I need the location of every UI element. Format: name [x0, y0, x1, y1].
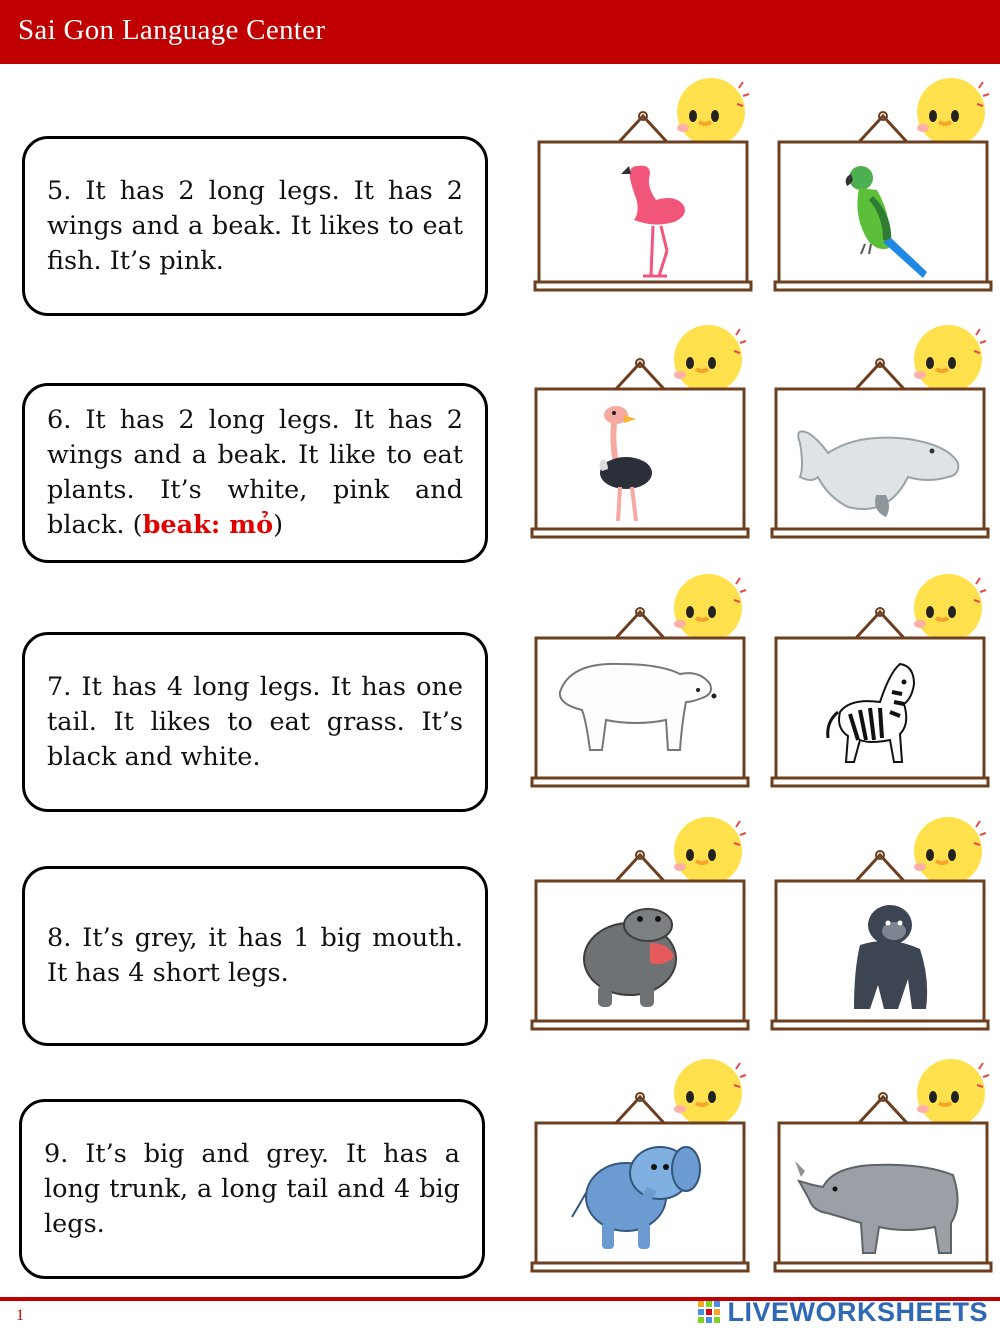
question-card-9 — [19, 1099, 485, 1279]
question-card-8 — [22, 866, 488, 1046]
question-number: 9. — [44, 1138, 69, 1169]
question-card-7 — [22, 632, 488, 812]
question-body: It’s big and grey. It has a long trunk, a long tail and 4 big legs. — [44, 1138, 460, 1239]
hippo-image — [540, 895, 740, 1020]
picture-board-seal[interactable] — [770, 323, 990, 543]
picture-board-gorilla[interactable] — [770, 815, 990, 1035]
seal-image — [780, 403, 980, 528]
gorilla-image — [780, 895, 980, 1020]
page-number: 1 — [16, 1307, 24, 1324]
question-body: It has 4 long legs. It has one tail. It likes to eat grass. It’s black and white. — [47, 671, 463, 772]
question-body: It’s grey, it has 1 big mouth. It has 4 short legs. — [47, 923, 463, 988]
picture-board-rhino[interactable] — [773, 1057, 993, 1277]
picture-board-flamingo[interactable] — [533, 76, 753, 296]
question-number: 8. — [47, 923, 72, 953]
question-body: It has 2 long legs. It has 2 wings and a beak. It like to eat plants. It’s white, pink and black. ( — [47, 405, 463, 540]
rhino-image — [783, 1137, 983, 1262]
header-bar — [0, 0, 1000, 64]
picture-board-zebra[interactable] — [770, 572, 990, 792]
question-number: 7. — [47, 671, 72, 702]
brand-mark-icon — [697, 1299, 723, 1325]
picture-board-elephant[interactable] — [530, 1057, 750, 1277]
polar-bear-image — [540, 652, 740, 777]
question-text — [47, 174, 463, 279]
question-text — [47, 670, 463, 775]
flamingo-image — [543, 156, 743, 281]
question-card-6 — [22, 383, 488, 563]
picture-board-parrot[interactable] — [773, 76, 993, 296]
question-card-5 — [22, 136, 488, 316]
picture-board-polar-bear[interactable] — [530, 572, 750, 792]
question-text — [47, 403, 463, 543]
center-name: Sai Gon Language Center — [18, 14, 326, 46]
zebra-image — [780, 652, 980, 777]
question-number: 5. — [47, 175, 72, 206]
elephant-image — [540, 1137, 740, 1262]
question-text — [44, 1137, 460, 1242]
parrot-image — [783, 156, 983, 281]
ostrich-image — [540, 403, 740, 528]
picture-board-ostrich[interactable] — [530, 323, 750, 543]
question-body: It has 2 long legs. It has 2 wings and a beak. It likes to eat fish. It’s pink. — [47, 175, 463, 276]
question-text — [47, 921, 463, 991]
hint-close-paren: ) — [273, 510, 284, 540]
picture-board-hippo[interactable] — [530, 815, 750, 1035]
question-number: 6. — [47, 405, 72, 435]
vocabulary-hint: beak: mỏ — [142, 510, 274, 540]
brand-name: LIVEWORKSHEETS — [727, 1296, 988, 1327]
liveworksheets-logo — [697, 1292, 988, 1332]
